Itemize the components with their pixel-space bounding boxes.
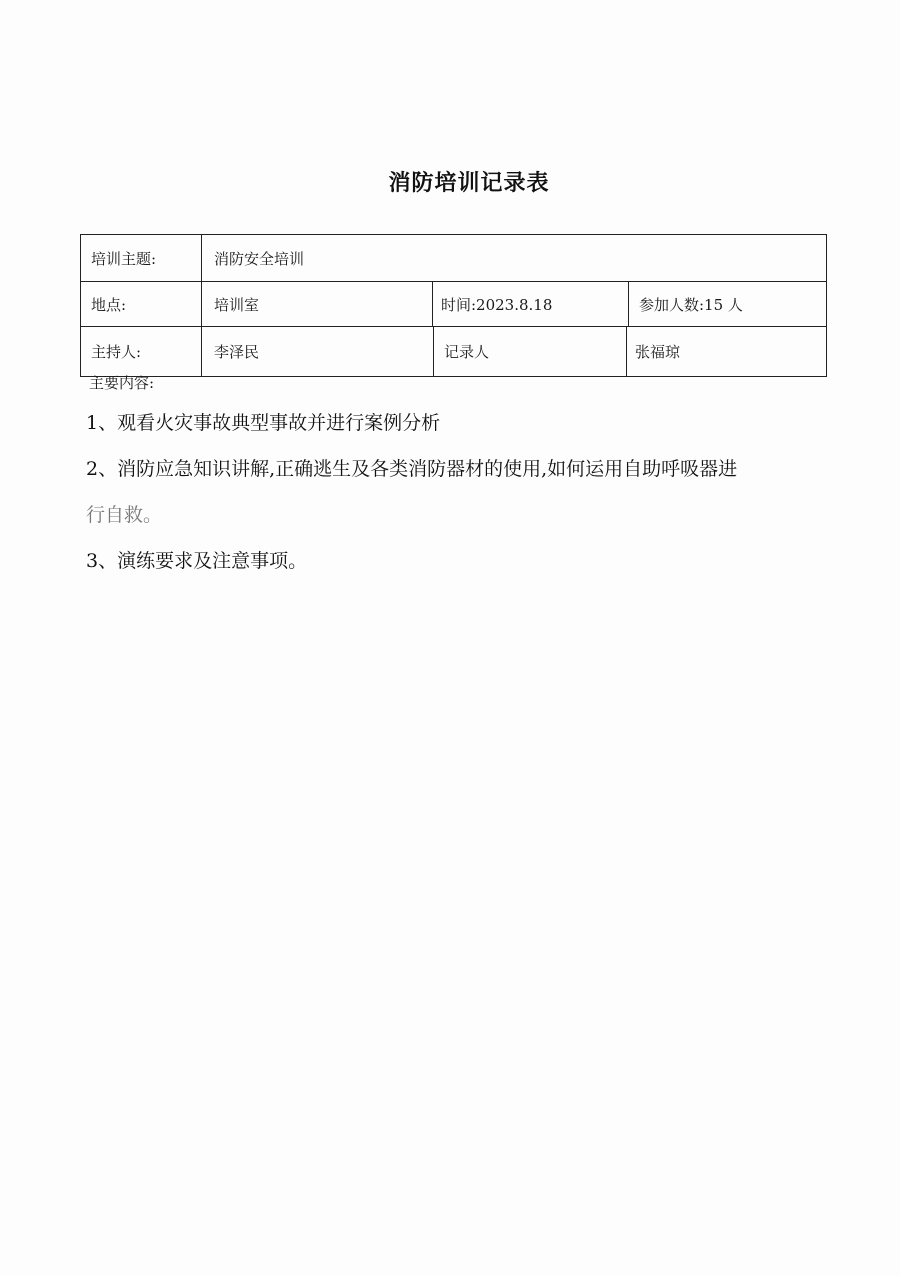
recorder-value: 张福琼 <box>626 326 827 377</box>
content-item-2-continued: 行自救。 <box>86 504 163 526</box>
host-label: 主持人: <box>80 326 202 377</box>
host-value: 李泽民 <box>201 326 434 377</box>
location-value: 培训室 <box>201 281 433 327</box>
topic-label: 培训主题: <box>80 234 202 282</box>
attendees-cell: 参加人数:15 人 <box>628 281 827 327</box>
content-item-1: 1、观看火灾事故典型事故并进行案例分析 <box>86 412 441 434</box>
document-title: 消防培训记录表 <box>388 170 550 196</box>
main-content-label: 主要内容: <box>89 374 155 392</box>
content-item-2: 2、消防应急知识讲解,正确逃生及各类消防器材的使用,如何运用自助呼吸器进 <box>86 458 738 480</box>
recorder-label: 记录人 <box>433 326 627 377</box>
topic-value: 消防安全培训 <box>201 234 827 282</box>
location-label: 地点: <box>80 281 202 327</box>
time-cell: 时间:2023.8.18 <box>432 281 629 327</box>
training-record-table <box>80 222 827 377</box>
main-content-list <box>86 400 846 584</box>
content-item-3: 3、演练要求及注意事项。 <box>86 550 308 572</box>
